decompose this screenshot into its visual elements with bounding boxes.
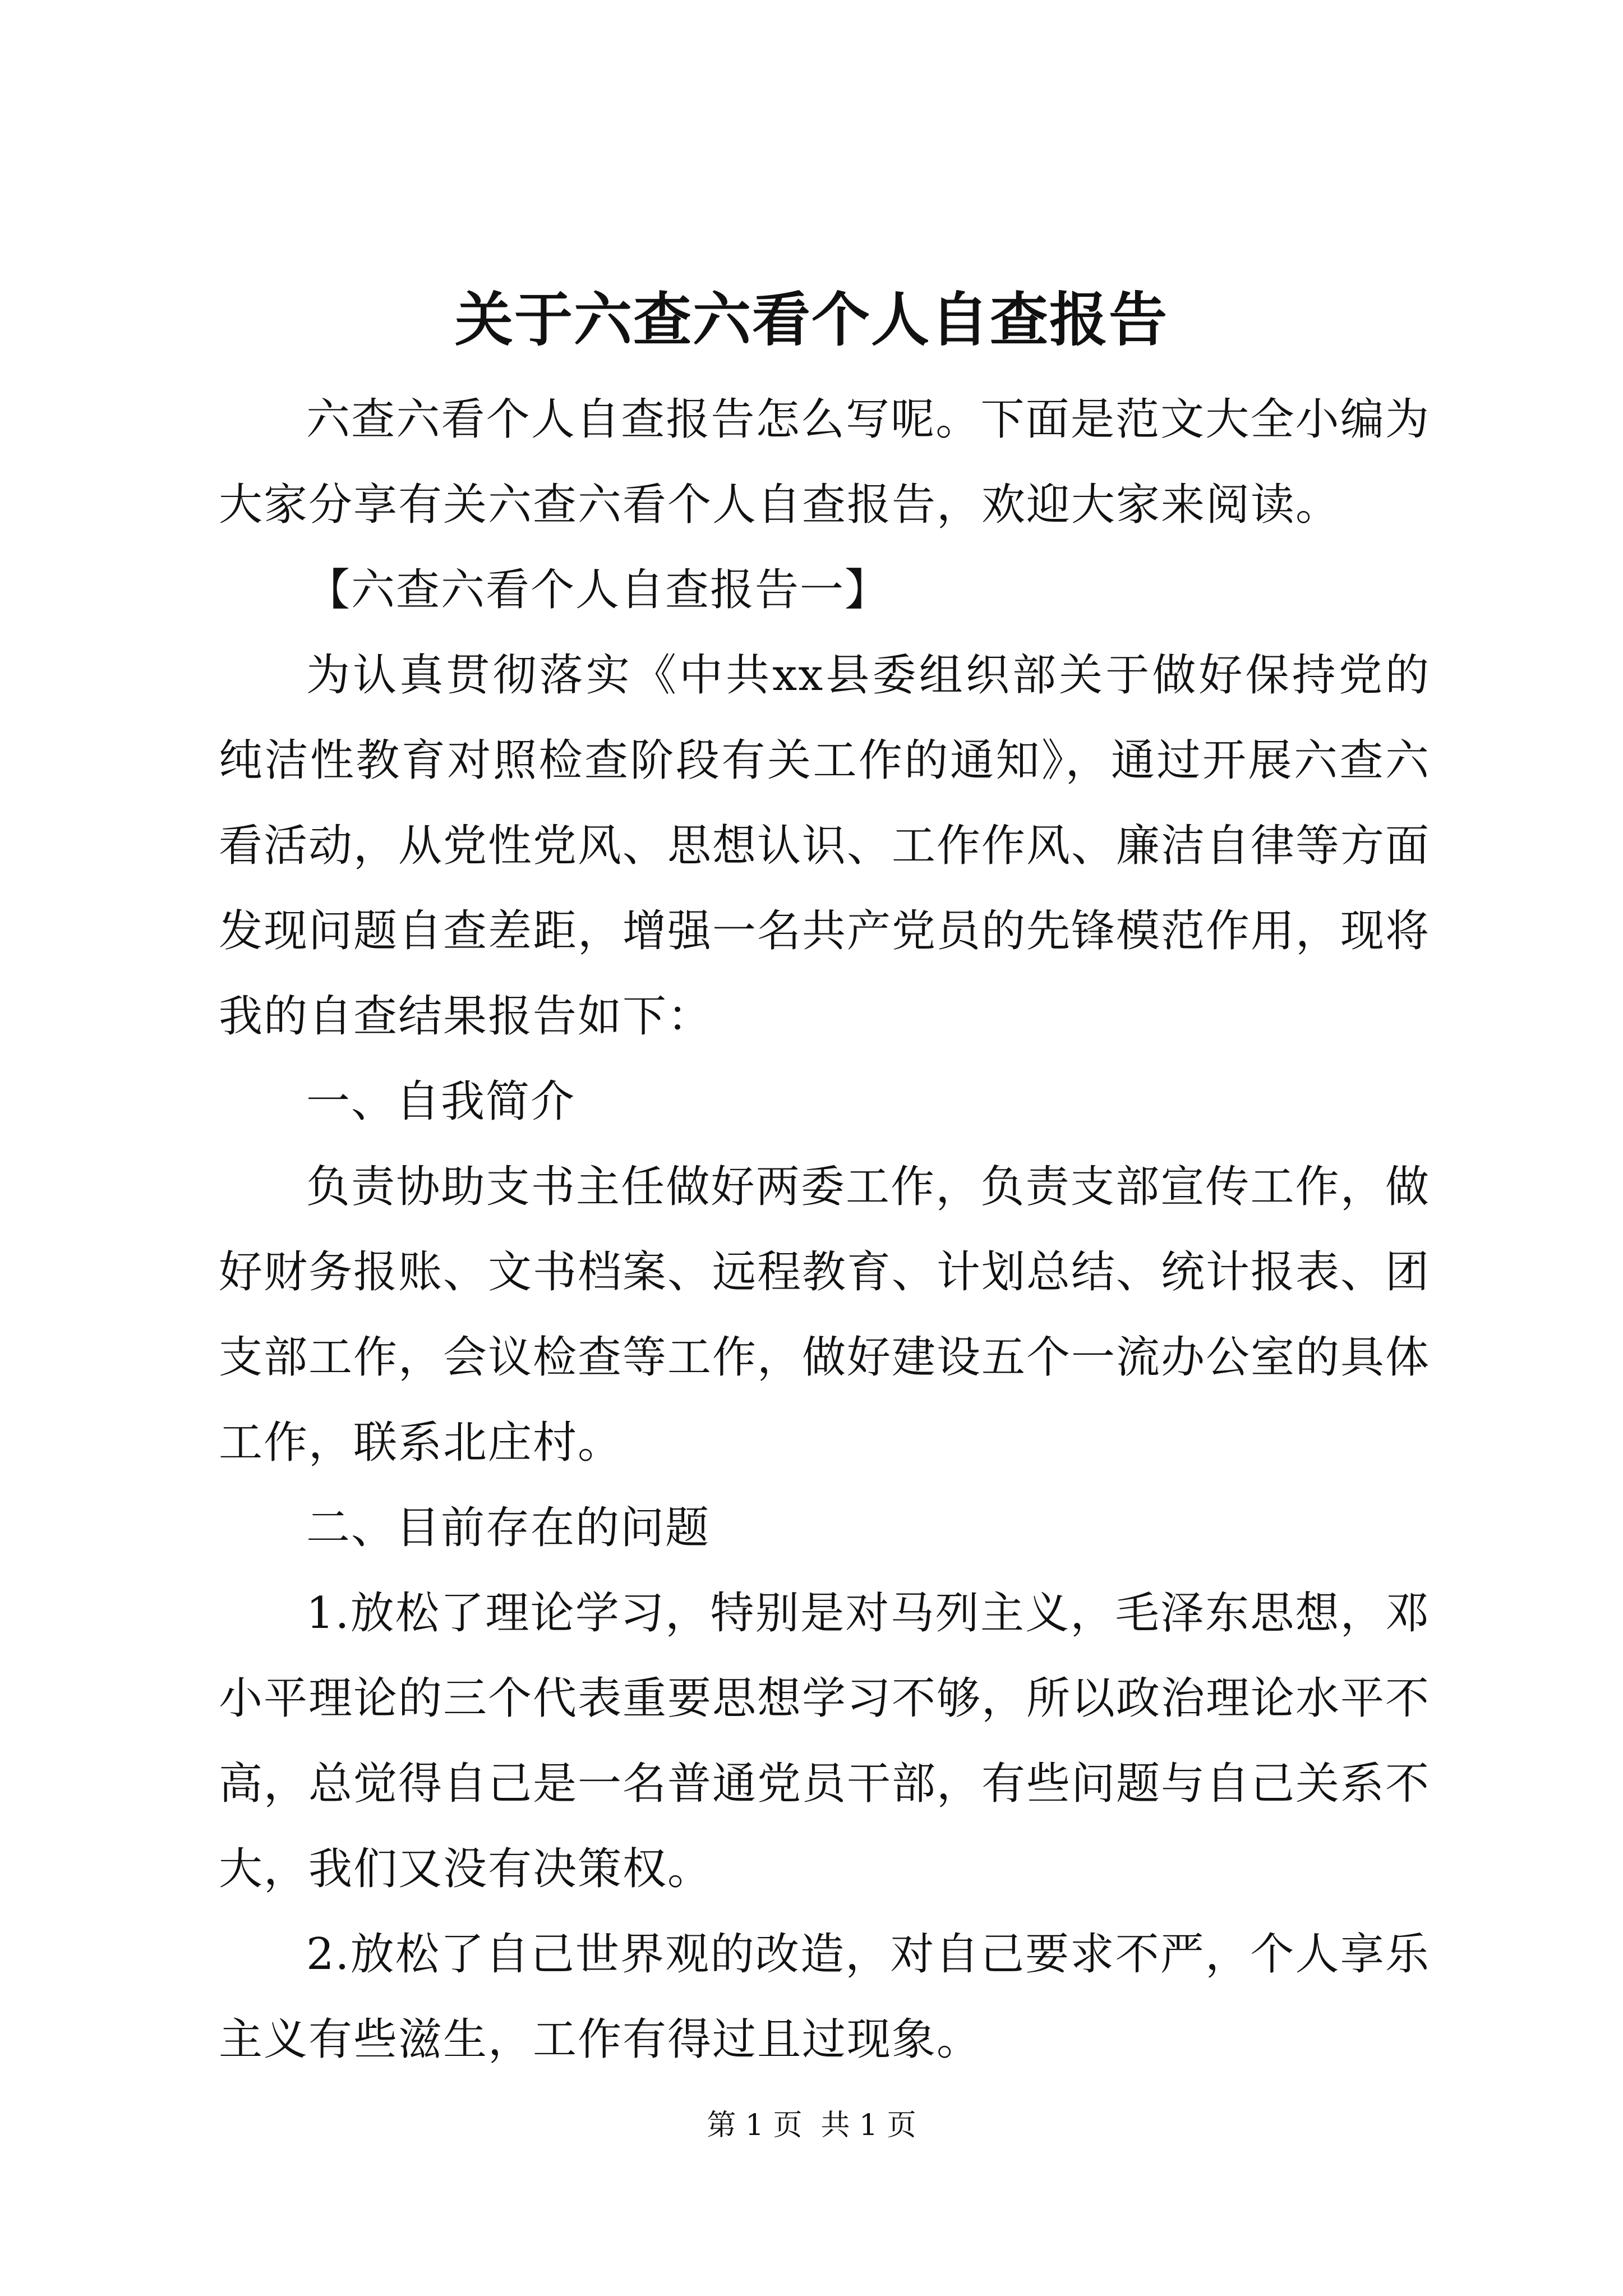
problem-item-1: 1.放松了理论学习，特别是对马列主义，毛泽东思想，邓小平理论的三个代表重要思想学习不够，所以政治理论水平不高，总觉得自己是一名普通党员干部，有些问题与自己关系不大，我们又没有决策权。	[219, 1588, 1431, 1894]
document-body	[219, 377, 1430, 2082]
self-intro-paragraph: 负责协助支书主任做好两委工作，负责支部宣传工作，做好财务报账、文书档案、远程教育、计划总结、统计报表、团支部工作，会议检查等工作，做好建设五个一流办公室的具体工作，联系北庄村。	[219, 1162, 1431, 1468]
section-heading-self-intro: 一、自我简介	[306, 1076, 576, 1127]
document-title: 关于六查六看个人自查报告	[454, 285, 1168, 354]
section-heading-problems: 二、目前存在的问题	[306, 1503, 711, 1553]
page-footer: 第 1 页 共 1 页	[707, 2109, 916, 2142]
section-heading-report-one: 【六查六看个人自查报告一】	[306, 565, 890, 615]
intro-paragraph: 六查六看个人自查报告怎么写呢。下面是范文大全小编为大家分享有关六查六看个人自查报告，欢迎大家来阅读。	[219, 394, 1430, 530]
problem-item-2: 2.放松了自己世界观的改造，对自己要求不严，个人享乐主义有些滋生，工作有得过且过现象。	[219, 1929, 1430, 2065]
purpose-paragraph: 为认真贯彻落实《中共xx县委组织部关于做好保持党的纯洁性教育对照检查阶段有关工作的通知》，通过开展六查六看活动，从党性党风、思想认识、工作作风、廉洁自律等方面发现问题自查差距，增强一名共产党员的先锋模范作用，现将我的自查结果报告如下：	[219, 650, 1431, 1042]
